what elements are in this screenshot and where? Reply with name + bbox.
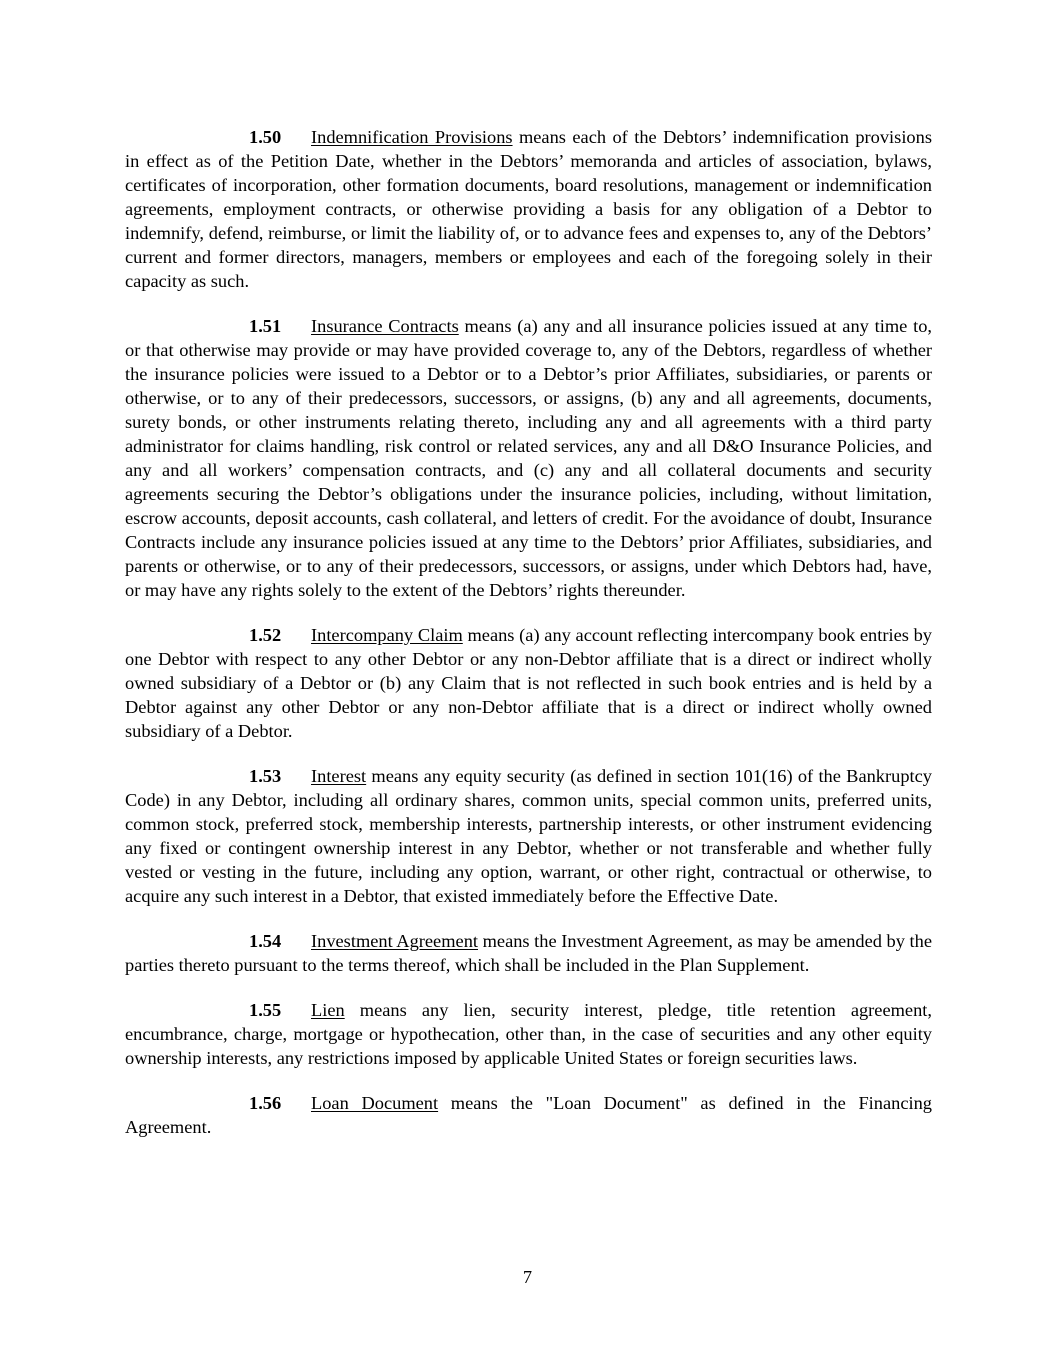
definition-1-54 [125, 929, 932, 977]
section-number: 1.55 [249, 1000, 282, 1020]
defined-term: Lien [311, 1000, 345, 1020]
defined-term: Insurance Contracts [311, 316, 459, 336]
document-page [125, 125, 932, 1160]
section-number: 1.52 [249, 625, 282, 645]
section-number: 1.54 [249, 931, 282, 951]
definition-text: means any equity security (as defined in section 101(16) of the Bankruptcy Code) in any Debtor, including all ordinary shares, common units, special common units, preferred units, common stock, preferred stock, membership interests, partnership interests, or other instrument evidencing any fixed or contingent ownership interest in any Debtor, whether or not transferable and whether fully vested or vesting in the future, including any option, warrant, or other right, contractual or otherwise, to acquire any such interest in a Debtor, that existed immediately before the Effective Date. [125, 766, 932, 906]
defined-term: Intercompany Claim [311, 625, 463, 645]
defined-term: Interest [311, 766, 367, 786]
defined-term: Investment Agreement [311, 931, 478, 951]
definition-text: means (a) any and all insurance policies issued at any time to, or that otherwise may provide or may have provided coverage to, any of the Debtors, regardless of whether the insurance policies were issued to a Debtor or to a Debtor’s prior Affiliates, subsidiaries, or parents or otherwise, or to any of their predecessors, successors, or assigns, (b) any and all agreements, documents, surety bonds, or other instruments relating thereto, including any and all agreements with a third party administrator for claims handling, risk control or related services, any and all D&O Insurance Policies, and any and all workers’ compensation contracts, and (c) any and all collateral documents and security agreements securing the Debtor’s obligations under the insurance policies, including, without limitation, escrow accounts, deposit accounts, cash collateral, and letters of credit. For the avoidance of doubt, Insurance Contracts include any insurance policies issued at any time to the Debtors’ prior Affiliates, subsidiaries, and parents or otherwise, or to any of their predecessors, successors, or assigns, under which Debtors had, have, or may have any rights solely to the extent of the Debtors’ rights thereunder. [125, 316, 932, 600]
definition-1-51 [125, 314, 932, 602]
section-number: 1.51 [249, 316, 282, 336]
definition-1-53 [125, 764, 932, 908]
definition-1-56 [125, 1091, 932, 1139]
definition-text: means (a) any account reflecting intercompany book entries by one Debtor with respect to any other Debtor or any non-Debtor affiliate that is a direct or indirect wholly owned subsidiary of a Debtor or (b) any Claim that is not reflected in such book entries and is held by a Debtor against any other Debtor or any non-Debtor affiliate that is a direct or indirect wholly owned subsidiary of a Debtor. [125, 625, 932, 741]
defined-term: Loan Document [311, 1093, 439, 1113]
definition-text: means any lien, security interest, pledge, title retention agreement, encumbrance, charge, mortgage or hypothecation, other than, in the case of securities and any other equity ownership interests, any restrictions imposed by applicable United States or foreign securities laws. [125, 1000, 932, 1068]
page-number: 7 [522, 1267, 533, 1287]
defined-term: Indemnification Provisions [311, 127, 513, 147]
definition-1-55 [125, 998, 932, 1070]
definition-1-50 [125, 125, 932, 293]
definition-text: means the Investment Agreement, as may be amended by the parties thereto pursuant to the terms thereof, which shall be included in the Plan Supplement. [125, 931, 933, 975]
definition-text: means the "Loan Document" as defined in the Financing Agreement. [125, 1093, 932, 1137]
definition-text: means each of the Debtors’ indemnification provisions in effect as of the Petition Date, whether in the Debtors’ memoranda and articles of association, bylaws, certificates of incorporation, other formation documents, board resolutions, management or indemnification agreements, employment contracts, or otherwise providing a basis for any obligation of a Debtor to indemnify, defend, reimburse, or limit the liability of, or to advance fees and expenses to, any of the Debtors’ current and former directors, managers, members or employees and each of the foregoing solely in their capacity as such. [125, 127, 932, 291]
section-number: 1.50 [249, 127, 282, 147]
definition-1-52 [125, 623, 932, 743]
section-number: 1.56 [249, 1093, 282, 1113]
section-number: 1.53 [249, 766, 282, 786]
